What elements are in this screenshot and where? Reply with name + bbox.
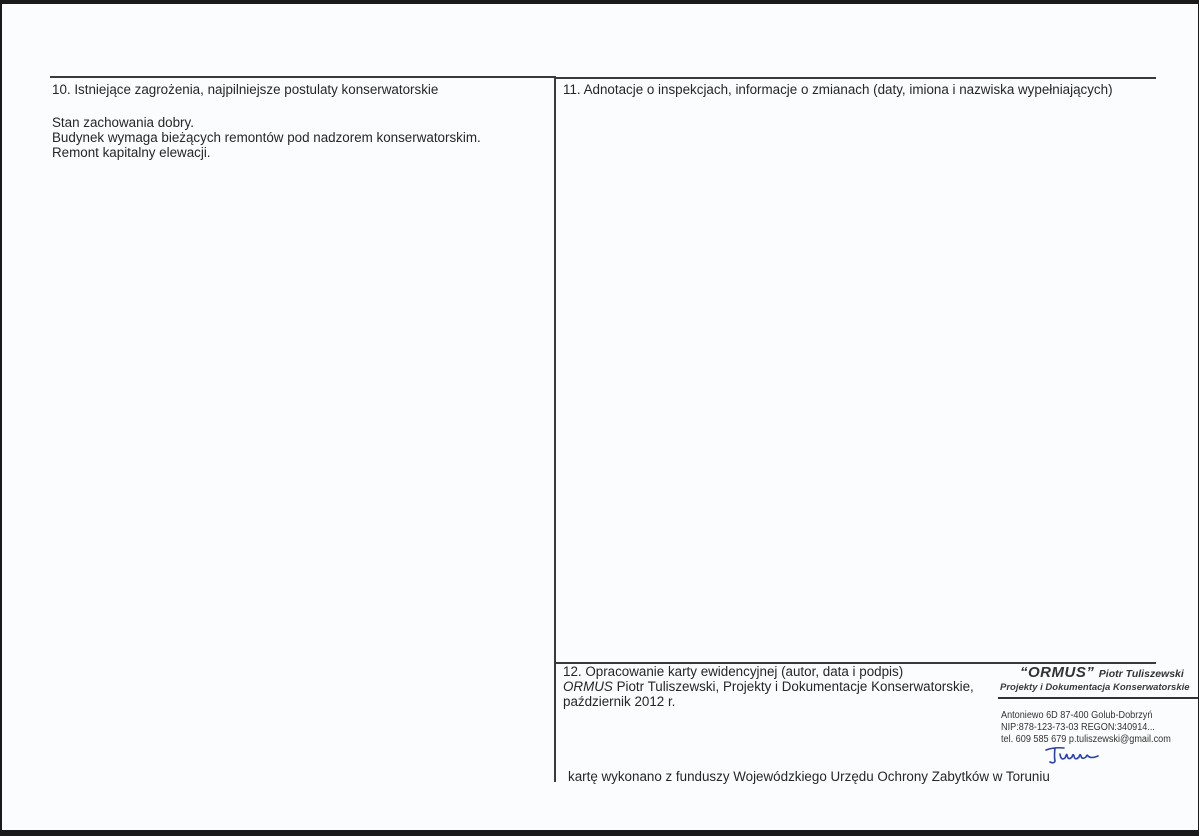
stamp-tax-ids: NIP:878-123-73-03 REGON:340914... [1001, 722, 1155, 733]
funding-note: kartę wykonano z funduszy Wojewódzkiego Urzędu Ochrony Zabytków w Toruniu [568, 769, 1050, 784]
section-12-header: 12. Opracowanie karty ewidencyjnej (autor, data i podpis) [563, 664, 904, 679]
stamp-contact: tel. 609 585 679 p.tuliszewski@gmail.com [1001, 734, 1171, 745]
stamp-name [1020, 664, 1184, 682]
company-stamp [998, 664, 1198, 784]
author-company: ORMUS [563, 679, 613, 694]
section-10-header: 10. Istniejące zagrożenia, najpilniejsze postulaty konserwatorskie [52, 82, 439, 97]
column-divider [554, 76, 556, 782]
section-12-author [563, 679, 974, 695]
top-rule-left [50, 76, 554, 78]
section-10-line-1: Stan zachowania dobry. [52, 115, 194, 130]
stamp-divider [998, 697, 1198, 699]
stamp-owner: Piotr Tuliszewski [1098, 668, 1184, 680]
signature-icon [1042, 744, 1112, 766]
section-10-line-3: Remont kapitalny elewacji. [52, 145, 211, 160]
author-details: Piotr Tuliszewski, Projekty i Dokumentacje Konserwatorskie, [612, 679, 974, 694]
section-12-date: październik 2012 r. [563, 694, 676, 709]
stamp-address: Antoniewo 6D 87-400 Golub-Dobrzyń [1001, 710, 1153, 721]
stamp-brand: “ORMUS” [1020, 664, 1095, 681]
top-rule-right [556, 77, 1156, 79]
document-page [2, 4, 1198, 830]
section-10-line-2: Budynek wymaga bieżących remontów pod nadzorem konserwatorskim. [52, 130, 481, 145]
stamp-subtitle: Projekty i Dokumentacja Konserwatorskie [1000, 682, 1190, 693]
section-11-header: 11. Adnotacje o inspekcjach, informacje o zmianach (daty, imiona i nazwiska wypełniających) [563, 82, 1113, 97]
